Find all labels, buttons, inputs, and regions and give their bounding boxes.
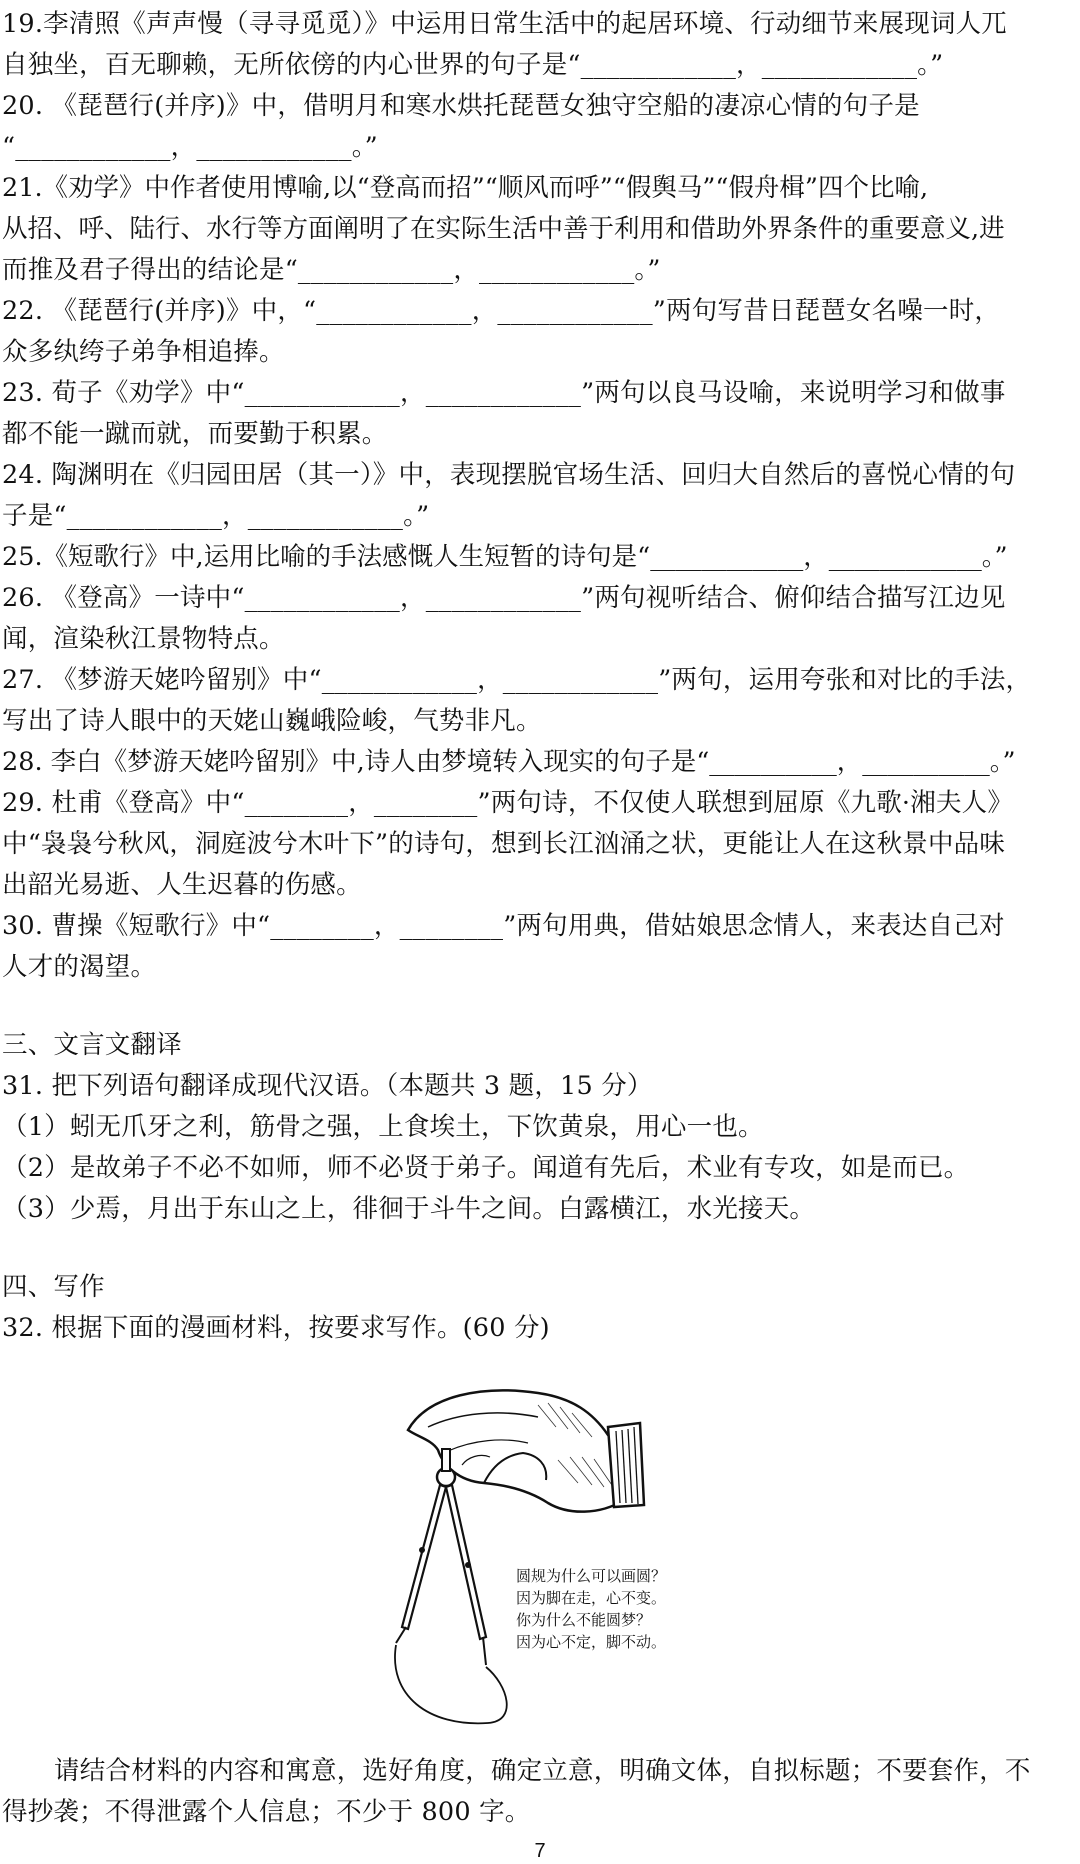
question-19-line-2: 自独坐，百无聊赖，无所依傍的内心世界的句子是“____________，____________。” — [2, 50, 944, 80]
section-spacer — [2, 988, 1078, 1025]
question-29-line-1: 29. 杜甫《登高》中“________，________”两句诗，不仅使人联想到屈原《九歌·湘夫人》 — [2, 788, 1014, 818]
question-27-line-2: 写出了诗人眼中的天姥山巍峨险峻，气势非凡。 — [2, 706, 542, 736]
question-26-line-2: 闻，渲染秋江景物特点。 — [2, 624, 285, 654]
question-20-line-1: 20. 《琵琶行(并序)》中，借明月和寒水烘托琵琶女独守空船的凄凉心情的句子是 — [2, 91, 920, 121]
compass-right-leg-drawing — [446, 1485, 486, 1639]
caption-line: 因为心不定，脚不动。 — [516, 1633, 667, 1651]
question-31-item-2: （2）是故弟子不必不如师，师不必贤于弟子。闻道有先后，术业有专攻，如是而已。 — [2, 1153, 970, 1183]
question-29-line-2: 中“袅袅兮秋风，洞庭波兮木叶下”的诗句，想到长江汹涌之状，更能让人在这秋景中品味 — [2, 829, 1006, 859]
question-23-line-1: 23. 荀子《劝学》中“____________，____________”两句以良马设喻，来说明学习和做事 — [2, 378, 1006, 408]
question-19-line-1: 19.李清照《声声慢（寻寻觅觅）》中运用日常生活中的起居环境、行动细节来展现词人兀 — [2, 9, 1008, 39]
question-21-line-3: 而推及君子得出的结论是“____________，____________。” — [2, 255, 661, 285]
page-content — [2, 4, 1078, 1833]
figure-spacer — [2, 1349, 1078, 1365]
section-spacer — [2, 1230, 1078, 1267]
question-30-line-1: 30. 曹操《短歌行》中“________，________”两句用典，借姑娘思念情人，来表达自己对 — [2, 911, 1005, 941]
writing-requirement-line-1: 请结合材料的内容和寓意，选好角度，确定立意，明确文体，自拟标题；不要套作，不 — [54, 1756, 1031, 1786]
question-31-prompt: 31. 把下列语句翻译成现代汉语。（本题共 3 题，15 分） — [2, 1071, 653, 1101]
question-21-line-1: 21.《劝学》中作者使用博喻,以“登高而招”“顺风而呼”“假舆马”“假舟楫”四个比喻, — [2, 173, 929, 203]
question-30-line-2: 人才的渴望。 — [2, 952, 157, 982]
question-29-line-3: 出韶光易逝、人生迟暮的伤感。 — [2, 870, 362, 900]
caption-line: 圆规为什么可以画圆？ — [516, 1567, 667, 1585]
compass-left-leg-drawing — [402, 1485, 446, 1629]
question-32-prompt: 32. 根据下面的漫画材料，按要求写作。(60 分) — [2, 1313, 550, 1343]
question-24-line-2: 子是“____________，____________。” — [2, 501, 430, 531]
question-26-line-1: 26. 《登高》一诗中“____________，____________”两句视听结合、俯仰结合描写江边见 — [2, 583, 1006, 613]
question-24-line-1: 24. 陶渊明在《归园田居（其一）》中，表现摆脱官场生活、回归大自然后的喜悦心情的句 — [2, 460, 1016, 490]
question-22-line-1: 22. 《琵琶行(并序)》中，“____________，____________”两句写昔日琵琶女名噪一时， — [2, 296, 1001, 326]
writing-requirement-line-2: 得抄袭；不得泄露个人信息；不少于 800 字。 — [2, 1797, 531, 1827]
question-31-item-3: （3）少焉，月出于东山之上，徘徊于斗牛之间。白露横江，水光接天。 — [2, 1194, 816, 1224]
caption-line: 你为什么不能圆梦？ — [516, 1611, 652, 1629]
page-number: 7 — [534, 1840, 546, 1862]
hand-holding-compass-illustration — [388, 1365, 808, 1735]
question-28-line-1: 28. 李白《梦游天姥吟留别》中,诗人由梦境转入现实的句子是“__________，__________。” — [2, 747, 1016, 777]
compass-cartoon — [388, 1365, 808, 1735]
question-31-item-1: （1）蚓无爪牙之利，筋骨之强，上食埃土，下饮黄泉，用心一也。 — [2, 1112, 764, 1142]
question-20-line-2: “____________，____________。” — [2, 132, 378, 162]
section-4-heading: 四、写作 — [2, 1272, 105, 1302]
section-3-heading: 三、文言文翻译 — [2, 1030, 182, 1060]
question-21-line-2: 从招、呼、陆行、水行等方面阐明了在实际生活中善于利用和借助外界条件的重要意义,进 — [2, 214, 1005, 244]
question-22-line-2: 众多纨绔子弟争相追捧。 — [2, 337, 285, 367]
cartoon-caption — [516, 1565, 666, 1653]
figure-spacer — [2, 1735, 1078, 1751]
question-27-line-1: 27. 《梦游天姥吟留别》中“____________，____________”两句，运用夸张和对比的手法， — [2, 665, 1032, 695]
caption-line: 因为脚在走，心不变。 — [516, 1589, 667, 1607]
question-25-line-1: 25.《短歌行》中,运用比喻的手法感慨人生短暂的诗句是“____________，____________。” — [2, 542, 1008, 572]
drawn-circle-arc — [395, 1645, 507, 1723]
question-23-line-2: 都不能一蹴而就，而要勤于积累。 — [2, 419, 388, 449]
